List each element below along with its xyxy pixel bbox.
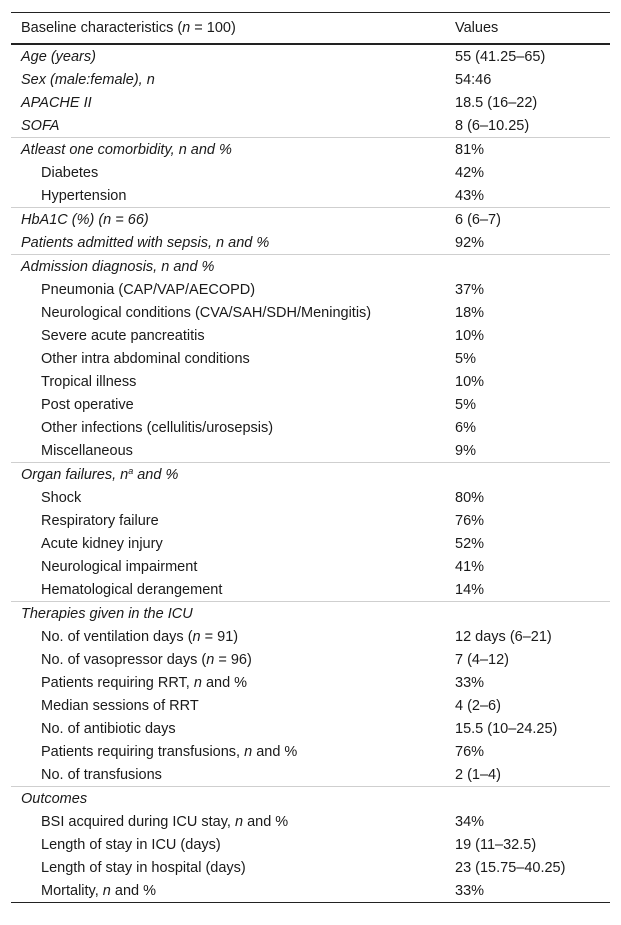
baseline-characteristics-table (11, 12, 610, 903)
row-label: HbA1C (%) (n = 66) (11, 208, 444, 232)
label-suffix: and % (110, 882, 157, 899)
table-row (11, 578, 610, 602)
table-row (11, 717, 610, 740)
table-row (11, 856, 610, 879)
header-characteristics-suffix: = 100) (190, 20, 236, 36)
empty-cell (444, 463, 610, 487)
row-value: 15.5 (10–24.25) (455, 720, 558, 737)
label-suffix: and % (252, 743, 298, 760)
row-value: 4 (2–6) (455, 697, 501, 714)
row-label: No. of transfusions (41, 766, 162, 783)
table-row (11, 114, 610, 138)
row-value: 33% (444, 879, 610, 903)
row-label (11, 648, 444, 671)
section-label: Admission diagnosis, n and % (11, 255, 444, 279)
row-label: Other intra abdominal conditions (41, 350, 250, 367)
row-label (11, 810, 444, 833)
row-label: Pneumonia (CAP/VAP/AECOPD) (41, 281, 256, 298)
empty-cell (444, 787, 610, 811)
label-n: n (102, 882, 111, 899)
row-value: 9% (455, 442, 476, 459)
table-row (11, 463, 610, 487)
baseline-table-container (11, 12, 610, 903)
organ-label-suffix: and % (133, 467, 179, 483)
row-label: Length of stay in ICU (days) (41, 836, 221, 853)
row-value: 10% (455, 327, 485, 344)
label-prefix: Mortality, (41, 882, 103, 899)
empty-cell (444, 602, 610, 626)
label-suffix: = 96) (214, 651, 252, 668)
table-row (11, 161, 610, 184)
row-value: 12 days (6–21) (455, 628, 552, 645)
table-row (11, 810, 610, 833)
table-row (11, 231, 610, 255)
row-value: 76% (455, 512, 485, 529)
table-row (11, 602, 610, 626)
row-value: 5% (455, 396, 476, 413)
row-label: Neurological impairment (41, 558, 198, 575)
row-value: 81% (444, 138, 610, 162)
row-label (11, 740, 444, 763)
table-row (11, 787, 610, 811)
row-value: 34% (455, 813, 485, 830)
row-label: Sex (male:female), n (21, 71, 155, 88)
row-label (11, 625, 444, 648)
row-value: 14% (455, 581, 485, 598)
label-n: n (234, 813, 244, 830)
table-row (11, 486, 610, 509)
row-label: Median sessions of RRT (41, 697, 199, 714)
row-label: No. of antibiotic days (41, 720, 176, 737)
table-row (11, 740, 610, 763)
table-header (11, 13, 610, 45)
table-row (11, 694, 610, 717)
label-prefix: Patients requiring transfusions, (41, 743, 245, 760)
row-label: Respiratory failure (41, 512, 159, 529)
row-label: Patients admitted with sepsis, n and % (21, 234, 270, 251)
label-suffix: and % (201, 674, 248, 691)
label-n: n (193, 674, 202, 691)
row-value: 2 (1–4) (455, 766, 501, 783)
table-row (11, 393, 610, 416)
table-row (11, 44, 610, 68)
label-prefix: BSI acquired during ICU stay, (41, 813, 235, 830)
row-label: Neurological conditions (CVA/SAH/SDH/Meningitis) (41, 304, 372, 321)
row-value: 33% (455, 674, 485, 691)
row-label: Miscellaneous (41, 442, 133, 459)
organ-label-prefix: Organ failures, n (21, 467, 129, 483)
section-label: Outcomes (11, 787, 444, 811)
label-n: n (206, 651, 215, 668)
row-value: 92% (455, 234, 485, 251)
table-row (11, 278, 610, 301)
table-row (11, 347, 610, 370)
header-characteristics-prefix: Baseline characteristics ( (21, 20, 183, 36)
label-n: n (244, 743, 253, 760)
table-row (11, 532, 610, 555)
row-value: 55 (41.25–65) (455, 48, 546, 65)
section-label: Therapies given in the ICU (11, 602, 444, 626)
row-value: 41% (455, 558, 485, 575)
table-row (11, 555, 610, 578)
row-value: 52% (455, 535, 485, 552)
table-row (11, 301, 610, 324)
row-value: 42% (455, 164, 485, 181)
row-label: Tropical illness (41, 373, 137, 390)
row-value: 19 (11–32.5) (455, 836, 537, 853)
section-label (11, 463, 444, 487)
row-label: Other infections (cellulitis/urosepsis) (41, 419, 274, 436)
row-label: APACHE II (21, 94, 92, 111)
row-value: 43% (455, 187, 485, 204)
row-value: 8 (6–10.25) (455, 117, 530, 134)
header-characteristics (11, 13, 444, 45)
table-row (11, 184, 610, 208)
label-prefix: No. of vasopressor days ( (41, 651, 207, 668)
row-value: 18% (455, 304, 485, 321)
label-n: n (192, 628, 201, 645)
label-suffix: and % (243, 813, 289, 830)
footnote-marker: a (128, 466, 134, 476)
row-value: 5% (455, 350, 476, 367)
row-label: Post operative (41, 396, 134, 413)
row-label: Acute kidney injury (41, 535, 163, 552)
table-row (11, 138, 610, 162)
table-row (11, 671, 610, 694)
header-row (11, 13, 610, 45)
row-label: Hypertension (41, 187, 127, 204)
row-label: Severe acute pancreatitis (41, 327, 205, 344)
label-prefix: Patients requiring RRT, (41, 674, 194, 691)
row-label: Atleast one comorbidity, n and % (11, 138, 444, 162)
row-value: 37% (455, 281, 485, 298)
row-label (11, 671, 444, 694)
table-body (11, 44, 610, 903)
row-value: 23 (15.75–40.25) (455, 859, 566, 876)
header-values: Values (455, 20, 499, 36)
table-row (11, 370, 610, 393)
header-n: n (182, 20, 191, 36)
table-row (11, 91, 610, 114)
row-value: 18.5 (16–22) (455, 94, 538, 111)
row-label: Hematological derangement (41, 581, 223, 598)
row-value: 54:46 (455, 71, 492, 88)
label-prefix: No. of ventilation days ( (41, 628, 193, 645)
row-value: 7 (4–12) (455, 651, 510, 668)
table-row (11, 416, 610, 439)
row-label: Age (years) (21, 48, 96, 65)
table-row (11, 208, 610, 232)
row-label: Shock (41, 489, 82, 506)
row-label (11, 879, 444, 903)
row-label: Diabetes (41, 164, 99, 181)
table-row (11, 68, 610, 91)
row-value: 10% (455, 373, 485, 390)
row-value: 6% (455, 419, 476, 436)
label-suffix: = 91) (200, 628, 239, 645)
row-value: 76% (455, 743, 485, 760)
table-row (11, 439, 610, 463)
empty-cell (444, 255, 610, 279)
table-row (11, 648, 610, 671)
table-row (11, 255, 610, 279)
row-value: 6 (6–7) (444, 208, 610, 232)
table-row (11, 324, 610, 347)
table-row (11, 879, 610, 903)
row-value: 80% (455, 489, 485, 506)
table-row (11, 833, 610, 856)
row-label: SOFA (21, 117, 60, 134)
row-label: Length of stay in hospital (days) (41, 859, 246, 876)
table-row (11, 509, 610, 532)
table-row (11, 625, 610, 648)
table-row (11, 763, 610, 787)
